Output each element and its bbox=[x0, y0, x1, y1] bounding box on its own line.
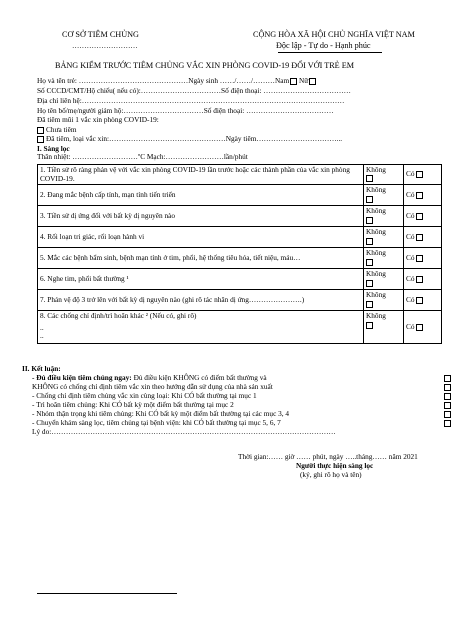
table-row bbox=[38, 227, 442, 248]
eligible-desc: Đủ điều kiện KHÔNG có điểm bất thường và bbox=[133, 373, 267, 382]
postpone-checkbox[interactable] bbox=[444, 402, 451, 409]
table-row bbox=[38, 165, 442, 185]
signer-title: Người thực hiện sàng lọc bbox=[296, 461, 374, 470]
org-dots: ……………………… bbox=[72, 41, 138, 50]
table-row bbox=[38, 206, 442, 227]
motto: Độc lập - Tự do - Hạnh phúc bbox=[276, 41, 371, 50]
answer-yes-5[interactable] bbox=[404, 248, 442, 269]
no-label: Không bbox=[366, 227, 386, 237]
no-label: Không bbox=[366, 248, 386, 258]
referral-checkbox[interactable] bbox=[444, 420, 451, 427]
conclusion-contraindicated: - Chống chỉ định tiêm chủng vắc xin cùng loại: Khi CÓ bất thường tại mục 1 bbox=[32, 391, 257, 400]
table-row bbox=[38, 269, 442, 290]
no-label: Không bbox=[366, 206, 386, 216]
eligible-checkbox-2[interactable] bbox=[444, 384, 451, 391]
question-2: 2. Đang mắc bệnh cấp tính, mạn tính tiến triển bbox=[38, 185, 364, 206]
question-5: 5. Mắc các bệnh bẩm sinh, bệnh mạn tính ở tim, phổi, hệ thống tiêu hóa, tiết niệu, máu… bbox=[38, 248, 364, 269]
no-label: Không bbox=[366, 269, 386, 279]
no-label: Không bbox=[366, 311, 386, 321]
info-line-dose1: Đã tiêm mũi 1 vắc xin phòng COVID-19: bbox=[37, 115, 159, 124]
no-label: Không bbox=[366, 165, 386, 174]
screening-table bbox=[37, 164, 442, 344]
yes-checkbox[interactable] bbox=[416, 297, 423, 304]
yes-checkbox[interactable] bbox=[416, 276, 423, 283]
caution-checkbox[interactable] bbox=[444, 411, 451, 418]
time-line: Thời gian:…… giờ …… phút, ngày …..tháng…… năm 2021 bbox=[238, 452, 418, 461]
info-line-name bbox=[37, 76, 316, 85]
not-vaccinated-checkbox[interactable] bbox=[37, 127, 44, 134]
conclusion-eligible bbox=[32, 373, 267, 382]
no-checkbox[interactable] bbox=[366, 238, 373, 245]
option-not-vaccinated bbox=[37, 125, 77, 134]
table-row bbox=[38, 290, 442, 311]
nation-name: CỘNG HÒA XÃ HỘI CHỦ NGHĨA VIỆT NAM bbox=[253, 30, 415, 39]
reason-line: Lý do:……………………………………………………………………………………………………… bbox=[32, 427, 336, 436]
yes-checkbox[interactable] bbox=[416, 213, 423, 220]
no-checkbox[interactable] bbox=[366, 196, 373, 203]
no-checkbox[interactable] bbox=[366, 175, 373, 182]
no-label: Không bbox=[366, 290, 386, 300]
org-name: CƠ SỞ TIÊM CHỦNG bbox=[62, 30, 139, 39]
question-4: 4. Rối loạn tri giác, rối loạn hành vi bbox=[38, 227, 364, 248]
vaccinated-label: Đã tiêm, loại vắc xin:…………………………………………Ngày tiêm……………………………... bbox=[46, 134, 343, 143]
yes-label: Có bbox=[406, 321, 415, 331]
yes-label: Có bbox=[406, 252, 415, 262]
question-8-text: 8. Các chống chỉ định/trì hoãn khác ² (Nếu có, ghi rõ) bbox=[40, 311, 197, 321]
female-checkbox[interactable] bbox=[309, 78, 316, 85]
female-label: Nữ bbox=[298, 76, 309, 85]
yes-label: Có bbox=[406, 273, 415, 283]
yes-label: Có bbox=[406, 189, 415, 199]
male-checkbox[interactable] bbox=[290, 78, 297, 85]
not-vaccinated-label: Chưa tiêm bbox=[46, 125, 77, 134]
answer-yes-7[interactable] bbox=[404, 290, 442, 311]
answer-no-1[interactable] bbox=[364, 165, 404, 185]
yes-label: Có bbox=[406, 294, 415, 304]
yes-label: Có bbox=[406, 231, 415, 241]
answer-no-4[interactable] bbox=[364, 227, 404, 248]
yes-checkbox[interactable] bbox=[416, 234, 423, 241]
footnote-separator bbox=[37, 593, 177, 594]
no-checkbox[interactable] bbox=[366, 217, 373, 224]
answer-yes-8[interactable] bbox=[404, 311, 442, 344]
answer-no-6[interactable] bbox=[364, 269, 404, 290]
answer-yes-1[interactable] bbox=[404, 165, 442, 185]
option-vaccinated bbox=[37, 134, 342, 143]
page-title: BẢNG KIỂM TRƯỚC TIÊM CHỦNG VẮC XIN PHÒNG COVID-19 ĐỐI VỚI TRẺ EM bbox=[55, 61, 354, 70]
yes-checkbox[interactable] bbox=[416, 192, 423, 199]
vitals-line: Thân nhiệt: ………………………ºC Mạch:……………………lần/phút bbox=[37, 152, 248, 161]
answer-no-5[interactable] bbox=[364, 248, 404, 269]
question-8 bbox=[38, 311, 364, 344]
yes-checkbox[interactable] bbox=[416, 171, 423, 178]
yes-label: Có bbox=[406, 210, 415, 220]
yes-checkbox[interactable] bbox=[416, 324, 423, 331]
no-checkbox[interactable] bbox=[366, 259, 373, 266]
answer-no-3[interactable] bbox=[364, 206, 404, 227]
vaccinated-checkbox[interactable] bbox=[37, 136, 44, 143]
yes-label: Có bbox=[406, 169, 415, 179]
eligible-checkbox[interactable] bbox=[444, 375, 451, 382]
conclusion-eligible-cont: KHÔNG có chống chỉ định tiêm vắc xin theo hướng dẫn sử dụng của nhà sản xuất bbox=[32, 382, 273, 391]
table-row bbox=[38, 248, 442, 269]
contraindicated-checkbox[interactable] bbox=[444, 393, 451, 400]
question-6: 6. Nghe tim, phổi bất thường ¹ bbox=[38, 269, 364, 290]
info-line-guardian: Họ tên bố/mẹ/người giám hộ:……………………………Số điện thoại: ……………………………… bbox=[37, 106, 334, 115]
eligible-label: - Đủ điều kiện tiêm chủng ngay: bbox=[32, 373, 134, 382]
info-line-address: Địa chỉ liên hệ:……………………………………………………………………………………………… bbox=[37, 96, 345, 105]
conclusion-referral: - Chuyển khám sàng lọc, tiêm chủng tại bệnh viện: khi CÓ bất thường tại mục 5, 6, 7 bbox=[32, 418, 281, 427]
no-checkbox[interactable] bbox=[366, 280, 373, 287]
question-8-dots-2: .. bbox=[40, 331, 44, 341]
section2-heading: II. Kết luận: bbox=[22, 364, 61, 373]
info-line-id: Số CCCD/CMT/Hộ chiếu( nếu có):……………………………Số điện thoại: ……………………………… bbox=[37, 86, 351, 95]
answer-no-8[interactable] bbox=[364, 311, 404, 344]
answer-yes-4[interactable] bbox=[404, 227, 442, 248]
question-3: 3. Tiền sử dị ứng đối với bất kỳ dị nguyên nào bbox=[38, 206, 364, 227]
no-checkbox[interactable] bbox=[366, 322, 373, 329]
no-label: Không bbox=[366, 185, 386, 195]
conclusion-postpone: - Trì hoãn tiêm chủng: Khi CÓ bất kỳ một điểm bất thường tại mục 2 bbox=[32, 400, 234, 409]
name-dob-gender-text: Họ và tên trẻ: ………………………………………Ngày sinh ……/……/………Nam bbox=[37, 76, 290, 85]
yes-checkbox[interactable] bbox=[416, 255, 423, 262]
section1-heading: I. Sàng lọc bbox=[37, 144, 70, 153]
question-8-dots-1: .. bbox=[40, 322, 44, 332]
no-checkbox[interactable] bbox=[366, 301, 373, 308]
signer-note: (ký, ghi rõ họ và tên) bbox=[300, 470, 362, 479]
answer-yes-2[interactable] bbox=[404, 185, 442, 206]
answer-no-7[interactable] bbox=[364, 290, 404, 311]
motto-underline bbox=[278, 52, 382, 53]
question-1: 1. Tiền sử rõ ràng phản vệ với vắc xin phòng COVID-19 lần trước hoặc các thành phần của vắc xin phòng COVID-19. bbox=[38, 165, 364, 185]
table-row bbox=[38, 185, 442, 206]
answer-yes-3[interactable] bbox=[404, 206, 442, 227]
conclusion-caution: - Nhóm thận trọng khi tiêm chủng: Khi CÓ bất kỳ một điểm bất thường tại các mục 3, 4 bbox=[32, 409, 290, 418]
answer-no-2[interactable] bbox=[364, 185, 404, 206]
question-7: 7. Phản vệ độ 3 trở lên với bất kỳ dị nguyên nào (ghi rõ tác nhân dị ứng………………….) bbox=[38, 290, 364, 311]
table-row bbox=[38, 311, 442, 344]
answer-yes-6[interactable] bbox=[404, 269, 442, 290]
